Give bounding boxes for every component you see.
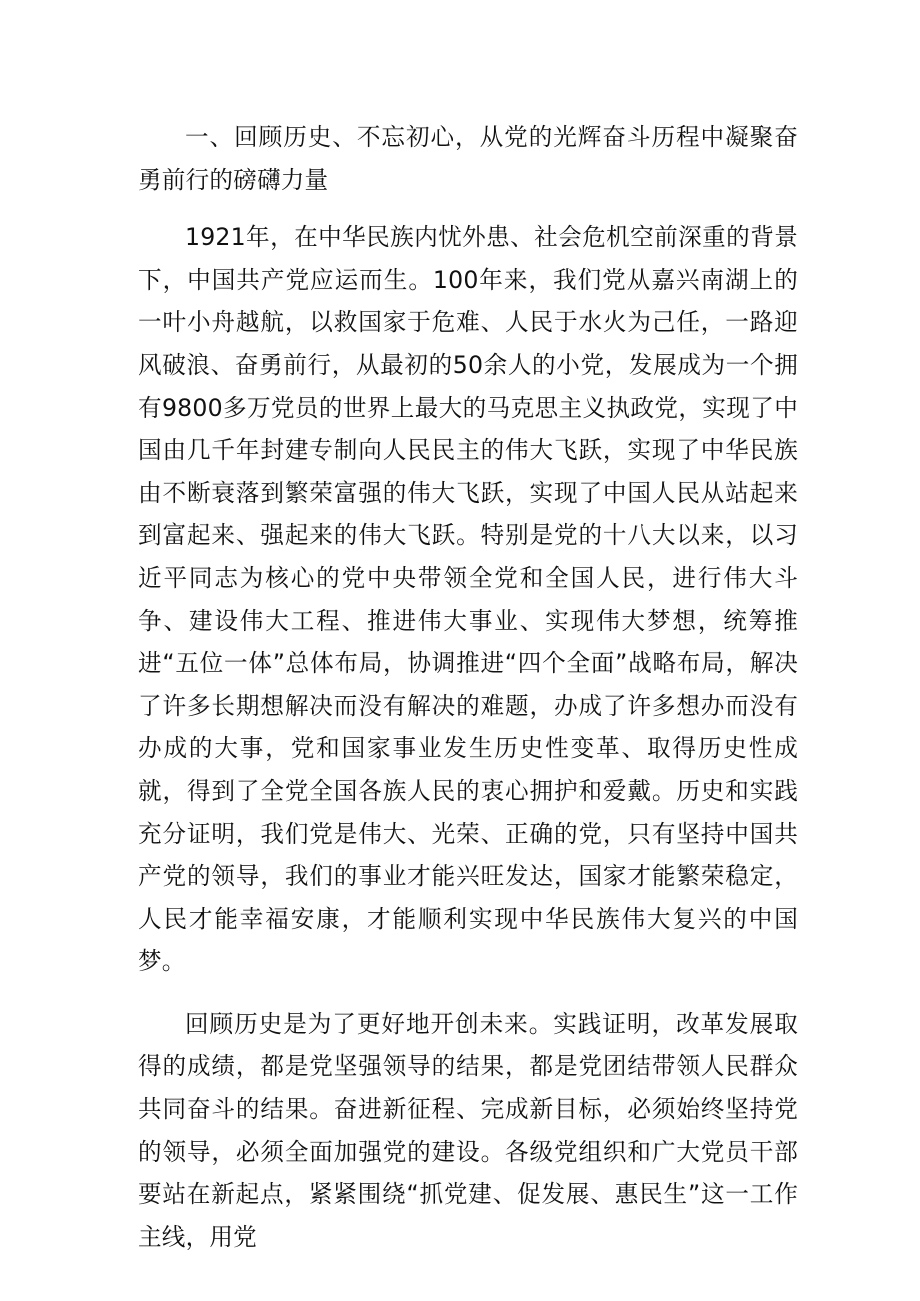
document-body — [138, 116, 798, 1258]
section-heading: 一、回顾历史、不忘初心，从党的光辉奋斗历程中凝聚奋勇前行的磅礴力量 — [138, 123, 798, 194]
paragraph-history: 1921年，在中华民族内忧外患、社会危机空前深重的背景下，中国共产党应运而生。100年来，我们党从嘉兴南湖上的一叶小舟越航，以救国家于危难、人民于水火为己任，一路迎风破浪、奋勇前行，从最初的50余人的小党，发展成为一个拥有9800多万党员的世界上最大的马克思主义执政党，实现了中国由几千年封建专制向人民民主的伟大飞跃，实现了中华民族由不断衰落到繁荣富强的伟大飞跃，实现了中国人民从站起来到富起来、强起来的伟大飞跃。特别是党的十八大以来，以习近平同志为核心的党中央带领全党和全国人民，进行伟大斗争、建设伟大工程、推进伟大事业、实现伟大梦想，统筹推进“五位一体”总体布局，协调推进“四个全面”战略布局，解决了许多长期想解决而没有解决的难题，办成了许多想办而没有办成的大事，党和国家事业发生历史性变革、取得历史性成就，得到了全党全国各族人民的衷心拥护和爱戴。历史和实践充分证明，我们党是伟大、光荣、正确的党，只有坚持中国共产党的领导，我们的事业才能兴旺发达，国家才能繁荣稳定，人民才能幸福安康，才能顺利实现中华民族伟大复兴的中国梦。 — [138, 223, 798, 976]
paragraph-future: 回顾历史是为了更好地开创未来。实践证明，改革发展取得的成绩，都是党坚强领导的结果，都是党团结带领人民群众共同奋斗的结果。奋进新征程、完成新目标，必须始终坚持党的领导，必须全面加强党的建设。各级党组织和广大党员干部要站在新起点，紧紧围绕“抓党建、促发展、惠民生”这一工作主线，用党 — [138, 1009, 798, 1251]
